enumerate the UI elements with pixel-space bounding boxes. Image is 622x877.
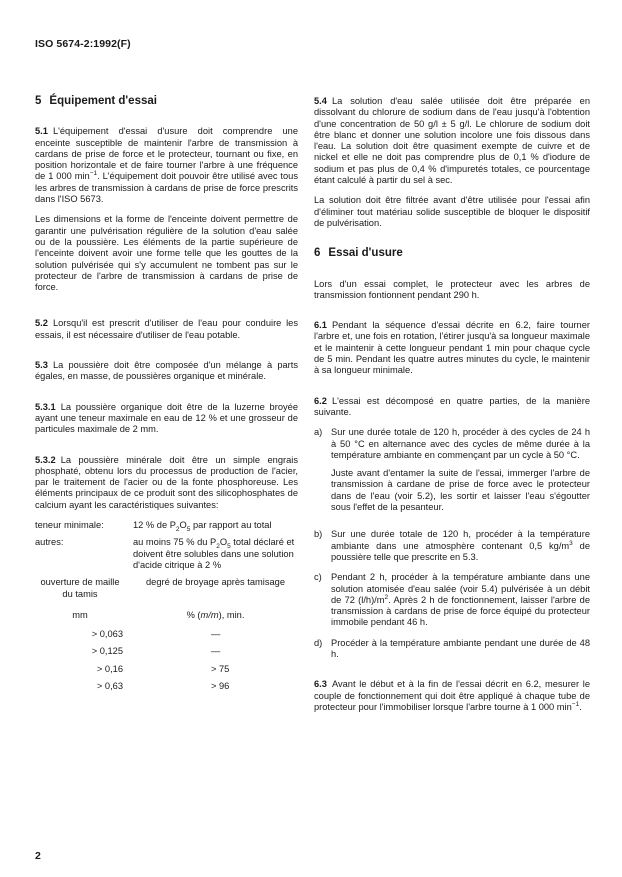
section-number: 5 [35, 95, 42, 107]
clause-label: 6.3 [314, 679, 327, 690]
list-item [314, 427, 590, 520]
table-row [35, 681, 298, 698]
section-5-heading [35, 96, 298, 107]
table-row [35, 629, 298, 646]
spec-value: au moins 75 % du $P_2O_5$ total déclaré et doivent être solubles dans une solution d'acide citrique à 2 % [133, 537, 295, 570]
degree-cell: — [211, 629, 221, 640]
column-header-degree: degré de broyage après tamisage [145, 577, 286, 588]
clause-text: La poussière doit être composée d'un mélange à parts égales, en masse, de poussières organique et minérale. [35, 360, 298, 382]
spec-header-row [35, 577, 298, 606]
list-item [314, 529, 590, 563]
superscript: −1 [89, 170, 98, 178]
list-item [314, 572, 590, 628]
degree-cell: — [211, 646, 221, 657]
mesh-cell: > 0,063 [91, 629, 123, 640]
list-marker: d) [314, 637, 323, 648]
test-steps-list [314, 427, 590, 660]
list-item-text: Sur une durée totale de 120 h, procéder à des cycles de 24 h à 50 °C en alternance avec des cycles de même durée à la température ambiante en commençant par un cycle à 50 °C. [331, 427, 590, 460]
clause-label: 5.1 [35, 126, 48, 137]
paragraph-5-2 [35, 318, 298, 341]
left-column [35, 96, 298, 698]
mesh-cell: > 0,125 [91, 646, 123, 657]
phosphate-spec-table [35, 520, 298, 627]
mesh-cell: > 0,63 [96, 680, 123, 691]
paragraph-6-2 [314, 396, 590, 419]
clause-label: 5.3 [35, 360, 48, 371]
clause-text: . L'équipement doit pouvoir être utilisé avec tous les arbres de transmission à cardans de prise de force prescrits dans l'ISO 5673. [35, 171, 298, 205]
spec-row [35, 520, 298, 537]
clause-text: Pendant la séquence d'essai décrite en 6.2, faire tourner l'arbre et, une fois en rotation, l'étirer jusqu'à sa longueur maximale et le maintenir à cette longueur pendant 1 min pour chaque cycle de 5 min. Pendant les quatre autres minutes du cycle, le maintenir à sa longueur minimale. [314, 320, 590, 376]
clause-text: La poussière minérale doit être un simple engrais phosphaté, obtenu lors du processus de production de l'acier, par le traitement de l'acier ou de la fonte phosphoreuse. Les éléments principaux de ce produit sont des silicophosphates de calcium ayant les caractéristiques suivantes: [35, 454, 298, 510]
clause-label: 6.2 [314, 395, 327, 406]
list-marker: a) [314, 427, 323, 438]
clause-text: La solution d'eau salée utilisée doit être préparée en dissolvant du chlorure de sodium dans de l'eau jusqu'à l'obtention d'une concentration de 50 g/l ± 5 g/l. Le chlorure de sodium doit être blanc et donner une solution incolore une fois dissous dans l'eau. La solution doit être quasiment exempte de cuivre et de nickel et elle ne doit pas comprendre plus de 0,1 % d'iodure de sodium et pas plus de 0,4 % d'impuretés totales, ce pourcentage étant calculé à partir du sel à sec. [314, 96, 590, 186]
spec-label: autres: [35, 537, 64, 548]
spec-row [35, 537, 298, 577]
superscript: −1 [571, 700, 580, 708]
paragraph-5-3 [35, 360, 298, 383]
paragraph-5-4 [314, 96, 590, 186]
degree-cell: > 96 [211, 680, 230, 691]
paragraph-5-1-continued: Les dimensions et la forme de l'enceinte doivent permettre de garantir une pulvérisation régulière de la solution d'eau salée ou de la poussière. Les éléments de la partie supérieure de l'enceinte doivent avoir une forme telle que les gouttes de la solution pulvérisée qui s'y accumulent ne tombent pas sur le protecteur de l'arbre de transmission à cardans de prise de force. [35, 214, 298, 293]
column-header-mesh: ouverture de maille du tamis [40, 577, 120, 599]
paragraph-6-intro: Lors d'un essai complet, le protecteur avec les arbres de transmission fontionnent pendant 290 h. [314, 278, 590, 300]
paragraph-6-1 [314, 320, 590, 376]
unit-degree: % (m/m), min. [186, 609, 245, 620]
list-item [314, 638, 590, 661]
clause-label: 5.3.1 [35, 401, 56, 412]
list-marker: b) [314, 529, 323, 540]
clause-label: 5.2 [35, 318, 48, 329]
spec-value: 12 % de $P_2O_5$ par rapport au total [133, 520, 272, 533]
clause-text: Lorsqu'il est prescrit d'utiliser de l'eau pour conduire les essais, il est nécessaire d'utiliser de l'eau potable. [35, 318, 298, 340]
clause-label: 6.1 [314, 320, 327, 331]
clause-label: 5.4 [314, 96, 327, 106]
list-item-text: Pendant 2 h, procéder à la température ambiante dans une solution atomisée d'eau salée (voir 5.4) pulvérisée à un débit de 72 $(l/h)/m^2$. Après 2 h de fonctionnement, laisser l'arbre de transmission à cardans de prise de force équipé du protecteur immobile pendant 46 h. [331, 572, 591, 628]
clause-text: L'essai est décomposé en quatre parties, de la manière suivante. [314, 395, 590, 417]
paragraph-5-3-1 [35, 402, 298, 436]
list-item-text: Sur une durée totale de 120 h, procéder à la température ambiante dans une atmosphère contenant 0,5 $kg/m^3$ de poussière telle que prescrite en 5.3. [331, 529, 590, 562]
spec-label: teneur minimale: [35, 520, 104, 531]
list-item-text: Procéder à la température ambiante pendant une durée de 48 h. [331, 637, 590, 659]
sieve-table [35, 629, 298, 698]
clause-label: 5.3.2 [35, 454, 56, 465]
clause-text: L'équipement d'essai d'usure doit comprendre une enceinte susceptible de maintenir l'arbre de transmission à cardans de prise de force et le protecteur, tournant ou fixe, en position horizontale et de faire tourner l'arbre à une fréquence de 1 000 min [35, 126, 298, 182]
table-row [35, 664, 298, 681]
document-id: ISO 5674-2:1992(F) [35, 38, 131, 50]
list-item-text: Juste avant d'entamer la suite de l'essai, immerger l'arbre de transmission à cardane de prise de force avec le protecteur dans de l'eau (voir 5.2), les sortir et laisser l'eau s'égoutter sous l'effet de la pesanteur. [331, 468, 590, 513]
clause-text: La poussière organique doit être de la luzerne broyée ayant une teneur maximale en eau de 12 % et une grosseur de particules maximale de 2 mm. [35, 401, 298, 435]
clause-text: Avant le début et à la fin de l'essai décrit en 6.2, mesurer le couple de fonctionnement qui doit être appliqué à chaque tube de protecteur pour l'immobiliser lorsque l'arbre tourne à 1 000 min [314, 679, 590, 712]
page-number: 2 [35, 850, 41, 862]
mesh-cell: > 0,16 [96, 663, 123, 674]
degree-cell: > 75 [211, 663, 230, 674]
right-column [314, 96, 590, 722]
spec-unit-row [35, 606, 298, 627]
paragraph-5-4-continued: La solution doit être filtrée avant d'être utilisée pour l'essai afin d'éliminer tout matériau solide susceptible de bloquer le dispositif de pulvérisation. [314, 195, 590, 228]
list-marker: c) [314, 572, 322, 583]
section-number: 6 [314, 247, 321, 260]
paragraph-5-3-2 [35, 455, 298, 511]
unit-mesh: mm [72, 609, 88, 620]
paragraph-5-1 [35, 126, 298, 205]
section-6-heading [314, 248, 590, 259]
clause-text: . [579, 701, 582, 712]
table-row [35, 646, 298, 663]
paragraph-6-3 [314, 679, 590, 713]
section-title: Équipement d'essai [49, 95, 157, 107]
section-title: Essai d'usure [328, 247, 403, 260]
